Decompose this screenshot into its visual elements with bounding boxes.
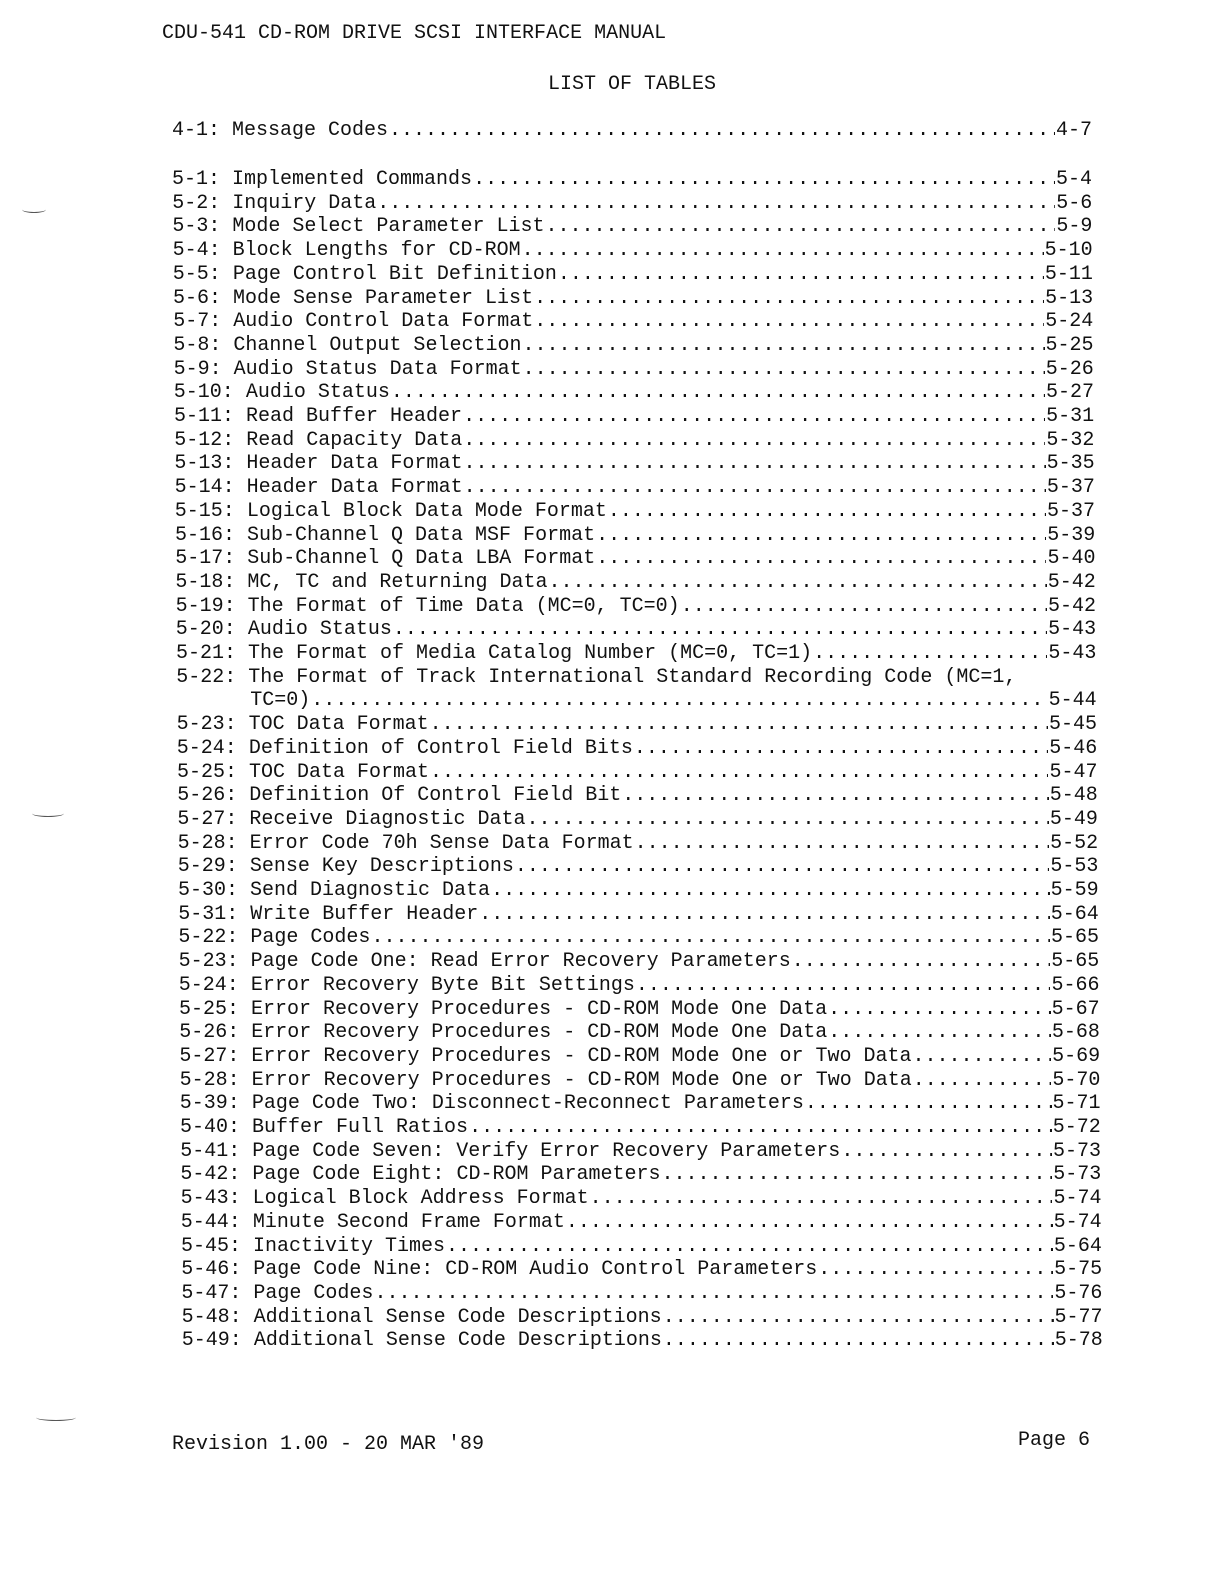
page-reference: 5-40	[1047, 547, 1096, 571]
toc-entry	[178, 832, 1099, 856]
toc-entry	[182, 1306, 1103, 1330]
page-reference: 5-43	[1048, 618, 1097, 642]
toc-entry	[177, 784, 1098, 808]
table-number: 5-1:	[172, 168, 221, 191]
toc-entry	[174, 429, 1094, 453]
dot-leader	[534, 310, 1044, 334]
dot-leader	[913, 1069, 1052, 1093]
table-number: 5-31:	[178, 902, 239, 926]
table-number: 5-8:	[173, 333, 222, 357]
toc-entry	[173, 310, 1093, 334]
table-number: 5-41:	[180, 1139, 241, 1163]
dot-leader	[389, 119, 1055, 143]
table-title: Page Code One: Read Error Recovery Parameters	[250, 950, 791, 974]
table-number: 5-24:	[178, 973, 239, 997]
table-number: 5-11:	[174, 405, 235, 428]
dot-leader	[463, 452, 1045, 476]
table-number: 5-25:	[179, 997, 240, 1021]
toc-entry	[175, 500, 1095, 524]
page-reference: 5-32	[1046, 428, 1095, 452]
table-number: 5-22:	[176, 665, 237, 689]
dot-leader	[469, 1116, 1052, 1140]
page-reference: 5-70	[1052, 1068, 1101, 1092]
dot-leader	[681, 595, 1047, 619]
table-title: The Format of Track International Standard Recording Code (MC=1,	[248, 665, 1017, 689]
table-title: Error Recovery Procedures - CD-ROM Mode One Data	[251, 1021, 828, 1045]
dot-leader	[590, 1187, 1053, 1211]
toc-entry	[180, 1069, 1101, 1093]
section-title: LIST OF TABLES	[548, 73, 717, 96]
toc-entry	[175, 524, 1095, 548]
dot-leader	[792, 950, 1051, 974]
table-number: 5-23:	[178, 950, 239, 974]
toc-entry	[177, 761, 1098, 785]
table-title: Send Diagnostic Data	[250, 879, 491, 902]
page-reference: 5-35	[1046, 452, 1095, 476]
dot-leader	[446, 1235, 1053, 1259]
page-reference: 5-52	[1050, 831, 1099, 855]
toc-entry	[173, 287, 1093, 311]
table-number: 5-2:	[172, 191, 221, 215]
table-title: Inactivity Times	[253, 1234, 446, 1258]
table-number: 5-10:	[173, 381, 234, 405]
table-title: Mode Select Parameter List	[232, 215, 545, 239]
toc-entry	[180, 1163, 1101, 1187]
page-reference: 5-65	[1051, 926, 1100, 950]
toc-entry	[173, 263, 1093, 287]
toc-entry	[181, 1235, 1102, 1259]
page-reference: 5-44	[1048, 689, 1097, 713]
dot-leader	[464, 476, 1046, 500]
table-number: 4-1:	[172, 119, 221, 142]
table-title: Header Data Format	[246, 452, 463, 476]
page-reference: 5-11	[1044, 262, 1093, 286]
table-number: 5-22:	[178, 926, 239, 950]
revision-footer: Revision 1.00 - 20 MAR '89	[172, 1433, 485, 1456]
dot-leader	[463, 429, 1045, 453]
dot-leader	[596, 547, 1046, 571]
table-number: 5-12:	[174, 428, 235, 452]
table-title: Error Recovery Byte Bit Settings	[250, 973, 635, 997]
page-reference: 4-7	[1055, 119, 1092, 142]
page-reference: 5-66	[1051, 973, 1100, 997]
table-title: Write Buffer Header	[250, 902, 479, 926]
page-reference: 5-37	[1046, 476, 1095, 500]
page-number: Page 6	[1018, 1429, 1091, 1452]
table-number: 5-20:	[175, 618, 236, 642]
table-title: TOC Data Format	[248, 713, 429, 737]
dot-leader	[636, 974, 1051, 998]
dot-leader	[818, 1258, 1053, 1282]
page-reference: 5-71	[1052, 1092, 1101, 1116]
toc-entry	[179, 1021, 1100, 1045]
dot-leader	[596, 524, 1046, 548]
table-number: 5-46:	[181, 1258, 242, 1282]
dot-leader	[661, 1163, 1052, 1187]
page-reference: 5-75	[1054, 1258, 1103, 1282]
toc-entry	[181, 1258, 1102, 1282]
page-reference: 5-69	[1052, 1044, 1101, 1068]
page-reference: 5-77	[1054, 1305, 1103, 1329]
toc-entry	[173, 334, 1093, 358]
dot-leader	[813, 642, 1047, 666]
toc-entry	[180, 1116, 1101, 1140]
dot-leader	[473, 168, 1055, 192]
toc-entry	[176, 642, 1096, 666]
page-reference: 5-74	[1053, 1210, 1102, 1234]
table-number: 5-26:	[177, 784, 238, 808]
page-reference: 5-68	[1051, 1021, 1100, 1045]
table-number: 5-49:	[181, 1329, 242, 1353]
dot-leader	[566, 1211, 1053, 1235]
margin-mark	[32, 810, 64, 817]
dot-leader	[515, 855, 1050, 879]
page-reference: 5-10	[1044, 239, 1093, 263]
table-number: 5-26:	[179, 1021, 240, 1045]
page-reference: 5-73	[1052, 1139, 1101, 1163]
toc-entry	[178, 903, 1099, 927]
table-title: Page Codes	[253, 1281, 374, 1305]
toc-entry	[178, 879, 1099, 903]
page-reference: 5-72	[1052, 1116, 1101, 1139]
dot-leader	[548, 571, 1046, 595]
page-reference: 5-42	[1047, 570, 1096, 594]
dot-leader	[526, 808, 1048, 832]
dot-leader	[377, 192, 1055, 216]
dot-leader	[311, 689, 1047, 713]
table-title: Additional Sense Code Descriptions	[253, 1305, 662, 1329]
dot-leader	[491, 879, 1050, 903]
dot-leader	[558, 263, 1044, 287]
margin-mark	[36, 1414, 76, 1421]
table-number: 5-29:	[177, 855, 238, 879]
table-title: Message Codes	[232, 119, 389, 142]
toc-entry	[176, 666, 1096, 690]
toc-entry	[181, 1187, 1102, 1211]
toc-entry	[175, 547, 1095, 571]
dot-leader	[828, 998, 1051, 1022]
table-title: Read Buffer Header	[246, 405, 463, 428]
toc-entry	[179, 950, 1100, 974]
table-number: 5-28:	[177, 831, 238, 855]
table-number: 5-47:	[181, 1281, 242, 1305]
dot-leader	[479, 903, 1050, 927]
manual-title: CDU-541 CD-ROM DRIVE SCSI INTERFACE MANUAL	[162, 22, 667, 45]
page-reference: 5-49	[1049, 807, 1098, 831]
table-title: Error Recovery Procedures - CD-ROM Mode One or Two Data	[251, 1068, 912, 1092]
table-number: 5-16:	[175, 523, 236, 547]
page-reference: 5-37	[1047, 499, 1096, 523]
toc-entry	[179, 1045, 1100, 1069]
table-title: Minute Second Frame Format	[252, 1210, 565, 1234]
table-title: Page Codes	[250, 926, 371, 950]
toc-entry	[181, 1282, 1102, 1306]
table-number: 5-44:	[180, 1210, 241, 1234]
table-number: 5-13:	[174, 452, 235, 476]
dot-leader	[523, 358, 1045, 382]
table-title: Definition Of Control Field Bit	[249, 784, 622, 808]
toc-entry	[176, 618, 1096, 642]
dot-leader	[663, 1329, 1054, 1353]
page-reference: 5-27	[1045, 381, 1094, 405]
page-reference: 5-26	[1045, 357, 1094, 381]
table-number: 5-7:	[173, 310, 222, 334]
toc-entry	[174, 405, 1094, 429]
table-title: Logical Block Data Mode Format	[246, 499, 607, 523]
table-title: Receive Diagnostic Data	[249, 807, 526, 831]
table-number: 5-48:	[181, 1305, 242, 1329]
page-reference: 5-48	[1049, 784, 1098, 808]
table-title: Sub-Channel Q Data LBA Format	[247, 547, 596, 571]
toc-entry	[174, 358, 1094, 382]
toc-entry	[176, 595, 1096, 619]
dot-leader	[663, 1306, 1054, 1330]
page-reference: 5-13	[1045, 286, 1094, 310]
table-number: 5-5:	[172, 262, 221, 286]
dot-leader	[522, 334, 1044, 358]
page-reference: 5-25	[1045, 333, 1094, 357]
toc-entry	[174, 452, 1094, 476]
table-title: Additional Sense Code Descriptions	[253, 1329, 662, 1353]
table-title: Sense Key Descriptions	[249, 855, 514, 879]
page-reference: 5-46	[1049, 736, 1098, 760]
table-number: 5-42:	[180, 1163, 241, 1187]
toc-entry	[172, 168, 1092, 192]
table-title: Page Code Nine: CD-ROM Audio Control Parameters	[253, 1258, 818, 1282]
page-reference: 5-39	[1047, 523, 1096, 547]
table-number: 5-39:	[179, 1092, 240, 1116]
page-reference: 5-42	[1047, 594, 1096, 618]
margin-mark	[22, 206, 46, 213]
table-title: The Format of Time Data (MC=0, TC=0)	[247, 594, 680, 618]
table-number: 5-27:	[179, 1044, 240, 1068]
table-title: Audio Status	[245, 381, 390, 405]
table-number: 5-23:	[176, 713, 237, 737]
table-title: Page Code Eight: CD-ROM Parameters	[252, 1163, 661, 1187]
table-number: 5-14:	[174, 476, 235, 500]
page-reference: 5-76	[1054, 1281, 1103, 1305]
toc-entry	[181, 1211, 1102, 1235]
page-reference: 5-9	[1056, 215, 1093, 239]
dot-leader	[635, 832, 1049, 856]
table-number: 5-18:	[175, 570, 236, 594]
toc-entry	[172, 119, 1092, 143]
table-title: Error Code 70h Sense Data Format	[249, 831, 634, 855]
page-reference: 5-53	[1050, 855, 1099, 879]
toc-entry	[179, 998, 1100, 1022]
dot-leader	[371, 926, 1050, 950]
table-number: 5-4:	[172, 239, 221, 263]
dot-leader	[374, 1282, 1053, 1306]
toc-entry	[182, 1329, 1103, 1353]
table-title: Page Code Seven: Verify Error Recovery Parameters	[252, 1139, 841, 1163]
table-title: Inquiry Data	[232, 191, 377, 215]
table-title: Implemented Commands	[232, 168, 473, 191]
table-number: 5-17:	[175, 547, 236, 571]
table-title: Error Recovery Procedures - CD-ROM Mode One or Two Data	[251, 1044, 912, 1068]
page-reference: 5-73	[1053, 1163, 1102, 1187]
table-number: 5-27:	[177, 807, 238, 831]
table-number: 5-9:	[173, 357, 222, 381]
toc-entry	[180, 1140, 1101, 1164]
dot-leader	[393, 618, 1047, 642]
table-title: Page Control Bit Definition	[232, 262, 557, 286]
toc-entry	[177, 808, 1098, 832]
table-number: 5-6:	[173, 286, 222, 310]
table-title: The Format of Media Catalog Number (MC=0, TC=1)	[248, 642, 813, 665]
toc-entry	[175, 571, 1095, 595]
page-reference: 5-31	[1046, 405, 1095, 428]
page-reference: 5-74	[1053, 1187, 1102, 1211]
table-number: 5-15:	[174, 499, 235, 523]
page-reference: 5-43	[1048, 642, 1097, 665]
page-reference: 5-78	[1054, 1329, 1103, 1353]
dot-leader	[841, 1140, 1052, 1164]
table-number: 5-30:	[178, 879, 239, 902]
dot-leader	[522, 239, 1044, 263]
toc-entry	[178, 855, 1099, 879]
page-reference: 5-64	[1053, 1234, 1102, 1258]
page-reference: 5-65	[1051, 950, 1100, 974]
toc-entry	[172, 192, 1092, 216]
dot-leader	[828, 1021, 1051, 1045]
toc-entry	[179, 974, 1100, 998]
dot-leader	[913, 1045, 1052, 1069]
dot-leader	[463, 405, 1045, 429]
table-title: Audio Control Data Format	[233, 310, 534, 334]
table-number: 5-19:	[175, 594, 236, 618]
table-title: Block Lengths for CD-ROM	[232, 239, 521, 263]
table-number: 5-25:	[177, 760, 238, 784]
table-title: MC, TC and Returning Data	[247, 570, 548, 594]
dot-leader	[545, 215, 1055, 239]
table-title: Logical Block Address Format	[252, 1187, 589, 1211]
toc-entry	[177, 713, 1097, 737]
page-reference: 5-64	[1050, 902, 1099, 926]
dot-leader	[634, 737, 1048, 761]
toc-entry	[250, 689, 1096, 713]
table-title: Mode Sense Parameter List	[233, 286, 534, 310]
toc-entry	[174, 381, 1094, 405]
table-title: Page Code Two: Disconnect-Reconnect Parameters	[251, 1092, 804, 1116]
table-title: TC=0)	[250, 689, 311, 713]
table-title: TOC Data Format	[249, 760, 430, 784]
table-number: 5-45:	[181, 1234, 242, 1258]
table-title: Definition of Control Field Bits	[248, 736, 633, 760]
toc-entry	[172, 215, 1092, 239]
toc-entry	[180, 1092, 1101, 1116]
page-reference: 5-45	[1049, 713, 1098, 737]
dot-leader	[608, 500, 1046, 524]
table-title: Audio Status Data Format	[233, 357, 522, 381]
dot-leader	[391, 381, 1045, 405]
dot-leader	[805, 1092, 1052, 1116]
table-title: Buffer Full Ratios	[252, 1116, 469, 1139]
table-number: 5-3:	[172, 215, 221, 239]
table-title: Error Recovery Procedures - CD-ROM Mode One Data	[251, 997, 828, 1021]
table-title: Audio Status	[247, 618, 392, 642]
table-title: Read Capacity Data	[246, 428, 463, 452]
dot-leader	[622, 784, 1048, 808]
table-title: Channel Output Selection	[233, 333, 522, 357]
table-title: Header Data Format	[246, 476, 463, 500]
toc-entry	[175, 476, 1095, 500]
page-reference: 5-4	[1055, 168, 1092, 191]
table-title: Sub-Channel Q Data MSF Format	[247, 523, 596, 547]
page-reference: 5-6	[1056, 191, 1093, 215]
table-number: 5-21:	[176, 642, 237, 665]
table-number: 5-28:	[179, 1068, 240, 1092]
toc-entry	[178, 926, 1099, 950]
page-reference: 5-47	[1049, 760, 1098, 784]
page-reference: 5-59	[1050, 879, 1099, 902]
dot-leader	[534, 287, 1044, 311]
page-reference: 5-67	[1051, 997, 1100, 1021]
toc-entry	[177, 737, 1097, 761]
table-number: 5-24:	[176, 736, 237, 760]
table-number: 5-40:	[180, 1116, 241, 1139]
toc-entry	[173, 239, 1093, 263]
dot-leader	[430, 713, 1048, 737]
page-reference: 5-24	[1045, 310, 1094, 334]
dot-leader	[430, 761, 1048, 785]
table-number: 5-43:	[180, 1187, 241, 1211]
